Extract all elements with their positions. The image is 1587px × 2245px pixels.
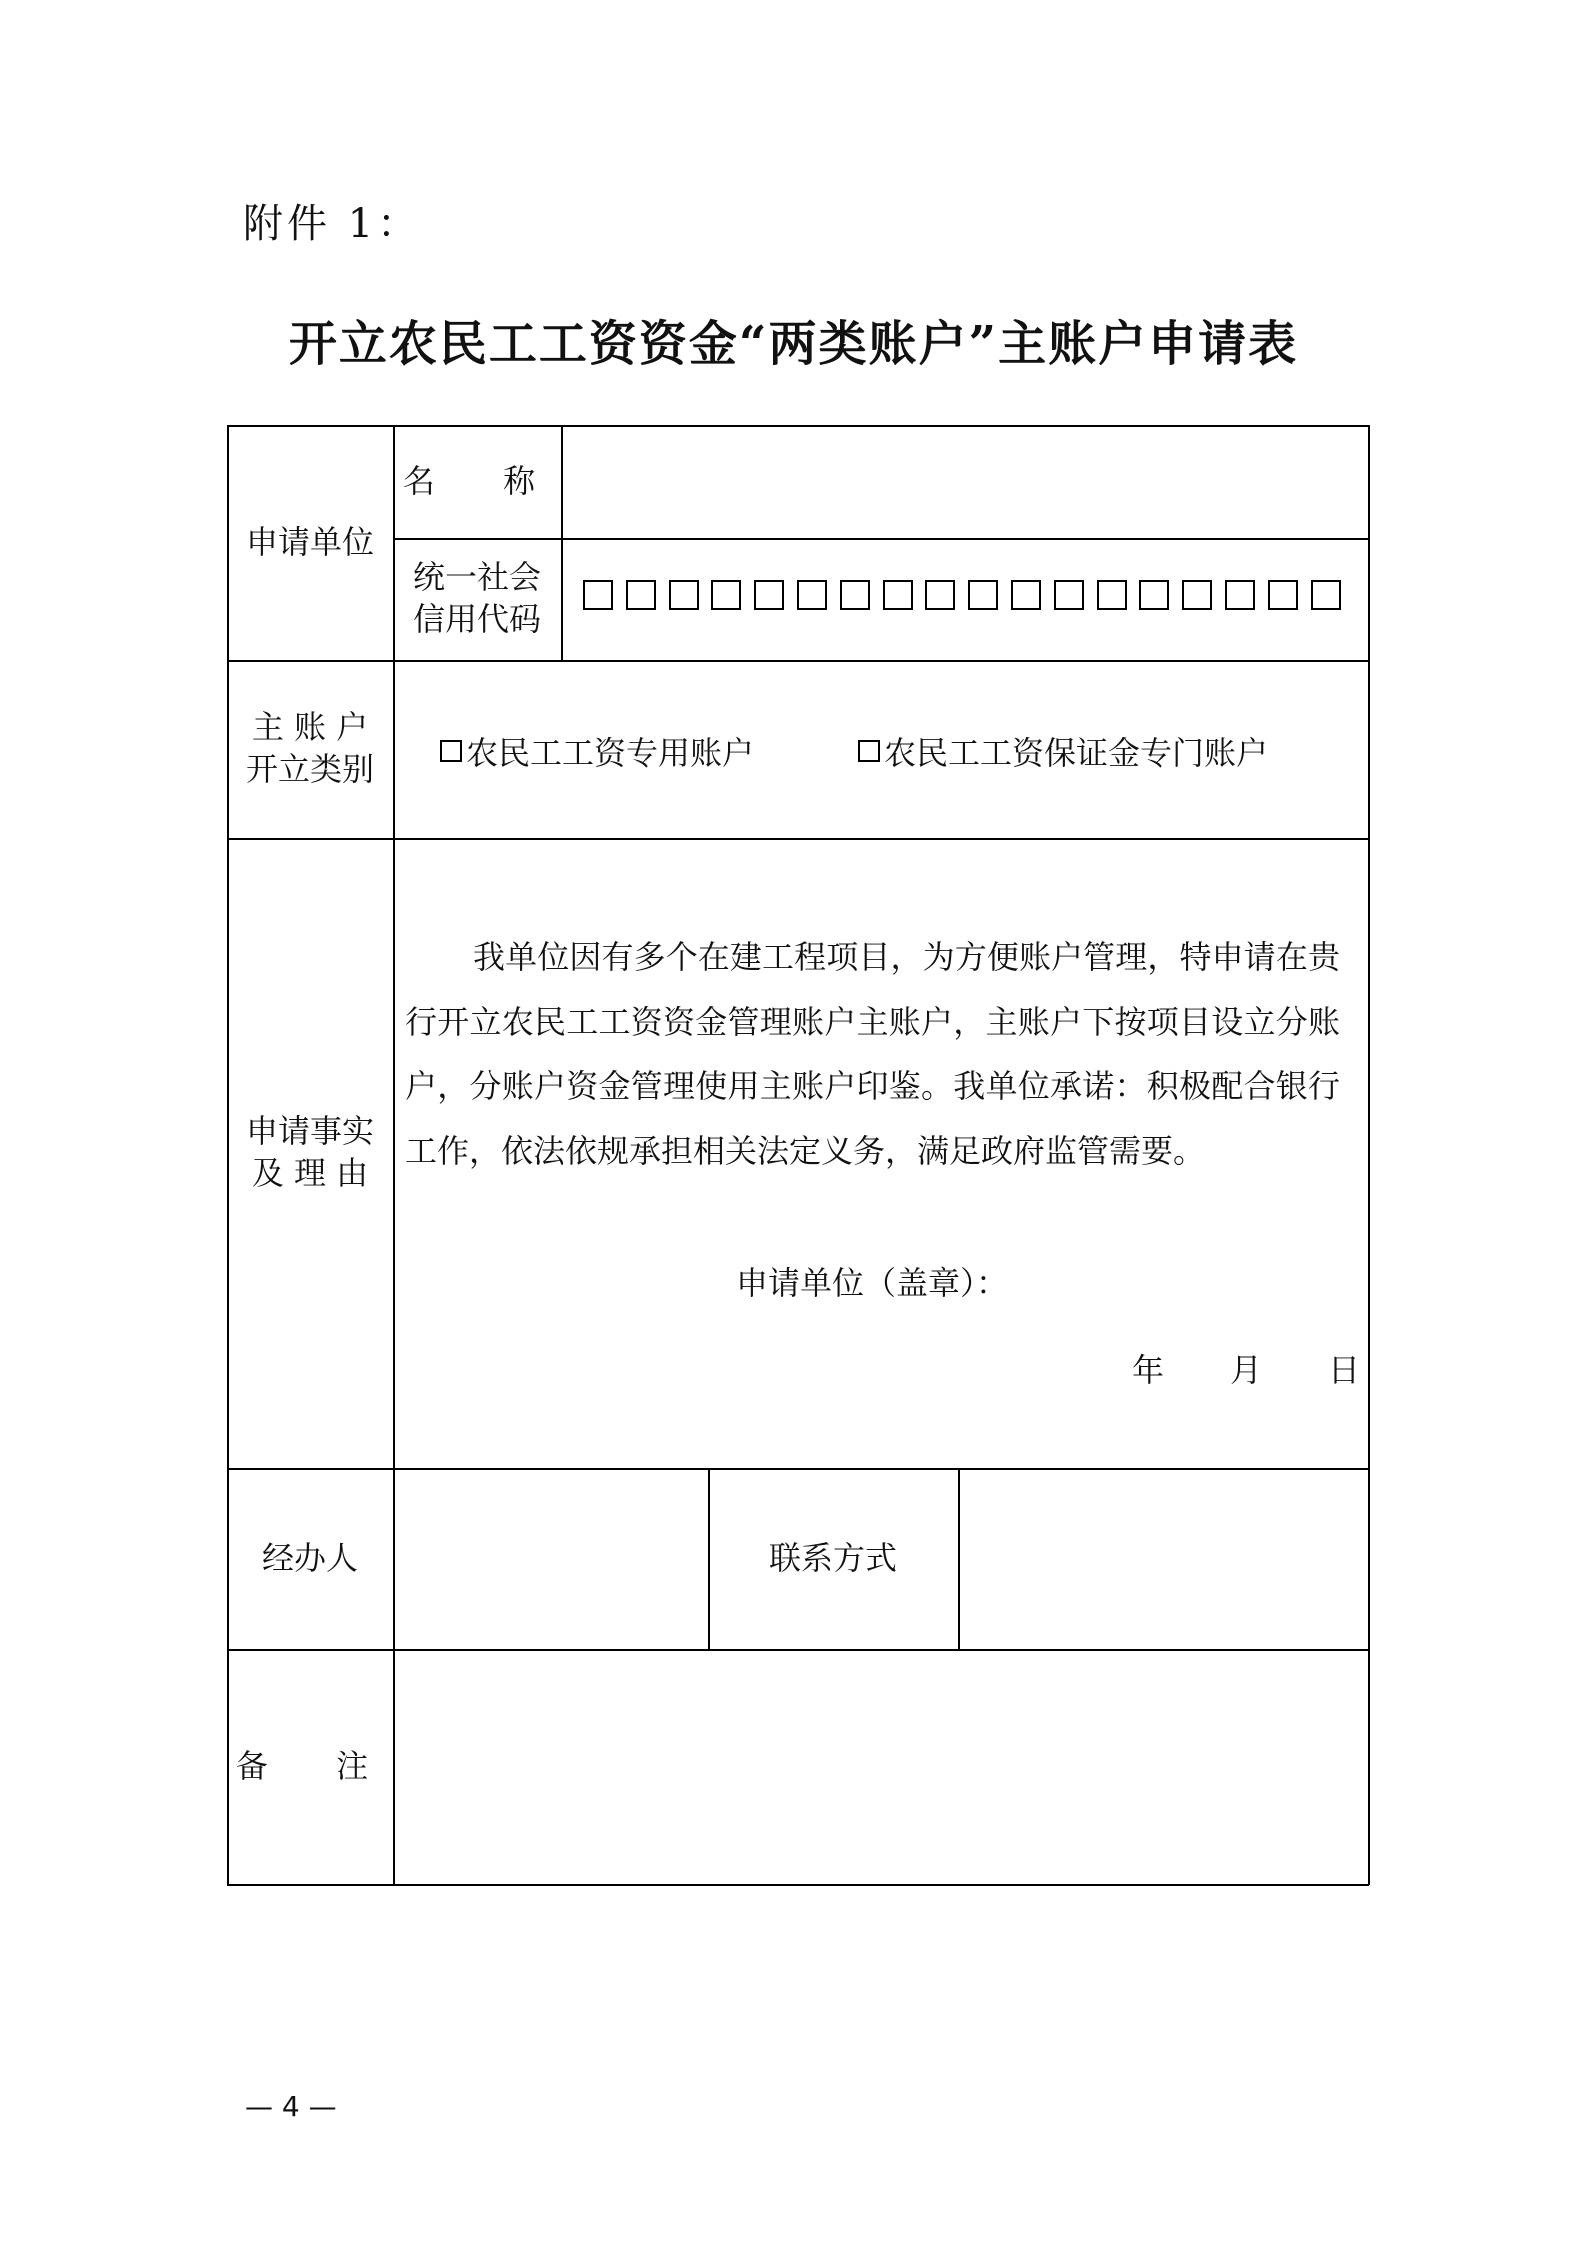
credit-code-digit-box[interactable] <box>1011 580 1041 610</box>
credit-code-digit-box[interactable] <box>883 580 913 610</box>
handler-input[interactable] <box>393 1468 708 1649</box>
page-number: — 4 — <box>245 2090 337 2123</box>
credit-code-digit-box[interactable] <box>626 580 656 610</box>
contact-input[interactable] <box>958 1468 1368 1649</box>
option-wage-account[interactable]: 农民工工资专用账户 <box>440 728 754 774</box>
credit-code-digit-box[interactable] <box>1311 580 1341 610</box>
name-input[interactable] <box>561 425 1368 538</box>
credit-code-digit-box[interactable] <box>1139 580 1169 610</box>
date-month: 月 <box>1230 1351 1263 1389</box>
table-line <box>561 538 563 661</box>
name-label: 名 称 <box>402 461 552 500</box>
account-type-label: 主 账 户 开立类别 <box>245 708 374 788</box>
signature-label: 申请单位（盖章）： <box>736 1264 1009 1302</box>
contact-label: 联系方式 <box>768 1538 897 1577</box>
option-deposit-account[interactable]: 农民工工资保证金专门账户 <box>858 728 1268 774</box>
credit-code-boxes[interactable] <box>583 580 1353 610</box>
credit-code-label: 统一社会 信用代码 <box>412 558 541 638</box>
checkbox-icon[interactable] <box>858 740 880 762</box>
form-title: 开立农民工工资资金“两类账户”主账户申请表 <box>288 316 1299 372</box>
reason-label: 申请事实 及 理 由 <box>245 1112 374 1192</box>
credit-code-digit-box[interactable] <box>1225 580 1255 610</box>
credit-code-digit-box[interactable] <box>583 580 613 610</box>
credit-code-digit-box[interactable] <box>754 580 784 610</box>
handler-label: 经办人 <box>261 1538 358 1577</box>
applicant-unit-label: 申请单位 <box>245 522 374 561</box>
credit-code-digit-box[interactable] <box>1054 580 1084 610</box>
remarks-label: 备 注 <box>235 1746 385 1785</box>
credit-code-digit-box[interactable] <box>669 580 699 610</box>
date-year: 年 <box>1132 1351 1165 1389</box>
table-line <box>227 660 1369 662</box>
table-line <box>1368 425 1370 1885</box>
table-line <box>227 1884 1369 1886</box>
credit-code-digit-box[interactable] <box>797 580 827 610</box>
remarks-input[interactable] <box>393 1649 1368 1884</box>
checkbox-icon[interactable] <box>440 740 462 762</box>
credit-code-digit-box[interactable] <box>1268 580 1298 610</box>
credit-code-digit-box[interactable] <box>968 580 998 610</box>
attachment-label: 附件 1： <box>243 201 422 247</box>
credit-code-digit-box[interactable] <box>840 580 870 610</box>
credit-code-digit-box[interactable] <box>1097 580 1127 610</box>
credit-code-digit-box[interactable] <box>711 580 741 610</box>
date-day: 日 <box>1328 1351 1361 1389</box>
credit-code-digit-box[interactable] <box>1182 580 1212 610</box>
table-line <box>227 838 1369 840</box>
credit-code-digit-box[interactable] <box>925 580 955 610</box>
reason-text: 我单位因有多个在建工程项目，为方便账户管理，特申请在贵行开立农民工工资资金管理账户主账户，主账户下按项目设立分账户，分账户资金管理使用主账户印鉴。我单位承诺：积极配合银行工作，依法依规承担相关法定义务，满足政府监管需要。 <box>405 938 1340 1170</box>
